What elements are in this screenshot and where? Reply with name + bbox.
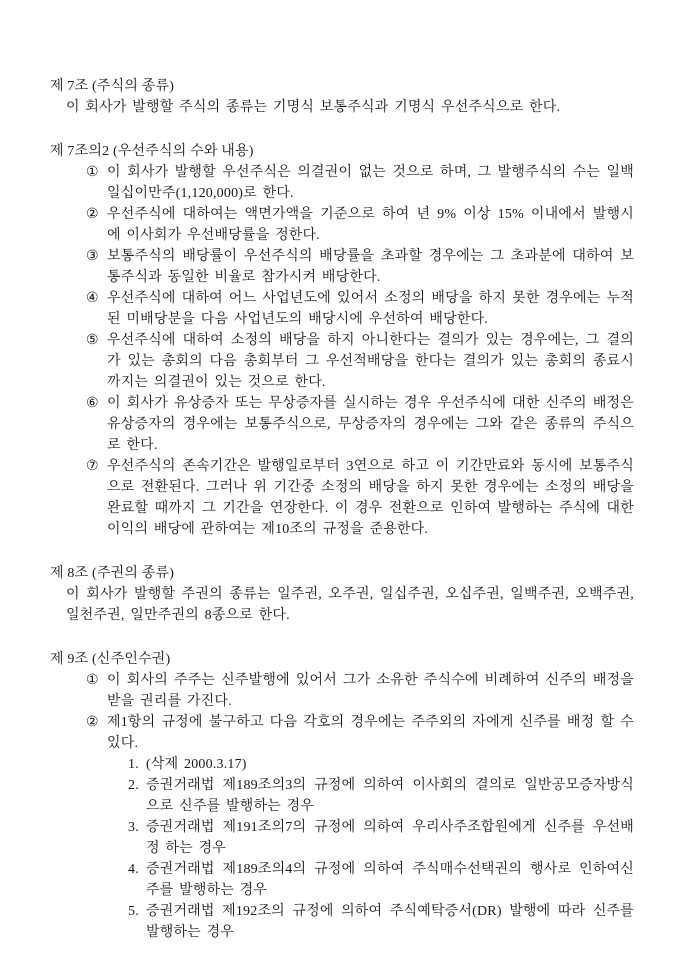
clause-text: 증권거래법 제191조의7의 규정에 의하여 우리사주조합원에게 신주를 우선배정 하는 경우 <box>146 820 634 856</box>
clause-marker: 4. <box>128 862 139 877</box>
numbered-clause <box>50 393 634 456</box>
clause-marker: ⑥ <box>86 396 99 411</box>
article <box>50 563 634 626</box>
clause-text: 이 회사가 발행할 우선주식은 의결권이 없는 것으로 하며, 그 발행주식의 수는 일백일십이만주(1,120,000)로 한다. <box>107 165 634 201</box>
clause-text: 우선주식에 대하여 어느 사업년도에 있어서 소정의 배당을 하지 못한 경우에는 누적된 미배당분을 다음 사업년도의 배당시에 우선하여 배당한다. <box>107 291 634 327</box>
numbered-clause <box>50 162 634 204</box>
numbered-clause <box>50 456 634 540</box>
article <box>50 76 634 118</box>
numbered-clause <box>50 204 634 246</box>
sub-clause <box>50 817 634 859</box>
clause-text: 이 회사가 유상증자 또는 무상증자를 실시하는 경우 우선주식에 대한 신주의 배정은 유상증자의 경우에는 보통주식으로, 무상증자의 경우에는 그와 같은 종류의 주식으로 한다. <box>107 396 634 453</box>
clause-marker: ⑦ <box>86 459 99 474</box>
clause-marker: 3. <box>128 820 139 835</box>
numbered-clause <box>50 330 634 393</box>
numbered-clause <box>50 712 634 754</box>
sub-clause <box>50 754 634 775</box>
clause-text: 증권거래법 제189조의3의 규정에 의하여 이사회의 결의로 일반공모증자방식 으로 신주를 발행하는 경우 <box>146 778 634 814</box>
clause-marker: ④ <box>86 291 99 306</box>
numbered-clause <box>50 246 634 288</box>
clause-text: 우선주식에 대하여 소정의 배당을 하지 아니한다는 결의가 있는 경우에는, 그 결의가 있는 총회의 다음 총회부터 그 우선적배당을 한다는 결의가 있는 총회의 종료시까지는 의결권이 있는 것으로 한다. <box>107 333 634 390</box>
clause-text: 보통주식의 배당률이 우선주식의 배당률을 초과할 경우에는 그 초과분에 대하여 보통주식과 동일한 비율로 참가시켜 배당한다. <box>107 249 634 285</box>
articles-container <box>50 76 634 943</box>
clause-marker: ② <box>86 207 99 222</box>
clause-text: (삭제 2000.3.17) <box>146 757 247 772</box>
clause-marker: 2. <box>128 778 139 793</box>
clause-text: 제1항의 규정에 불구하고 다음 각호의 경우에는 주주외의 자에게 신주를 배정 할 수 있다. <box>107 715 634 751</box>
article-heading: 제 7조의2 (우선주식의 수와 내용) <box>50 144 254 159</box>
sub-clause <box>50 901 634 943</box>
clause-text: 증권거래법 제192조의 규정에 의하여 주식예탁증서(DR) 발행에 따라 신주를 발행하는 경우 <box>146 904 634 940</box>
article-heading: 제 8조 (주권의 종류) <box>50 566 175 581</box>
article <box>50 649 634 943</box>
clause-marker: ① <box>86 165 99 180</box>
article-paragraph: 이 회사가 발행할 주식의 종류는 기명식 보통주식과 기명식 우선주식으로 한다. <box>66 100 561 115</box>
numbered-clause <box>50 288 634 330</box>
clause-text: 우선주식에 대하여는 액면가액을 기준으로 하여 년 9% 이상 15% 이내에서 발행시에 이사회가 우선배당률을 정한다. <box>107 207 634 243</box>
article-heading: 제 9조 (신주인수권) <box>50 652 171 667</box>
clause-marker: ① <box>86 673 99 688</box>
clause-marker: ② <box>86 715 99 730</box>
numbered-clause <box>50 670 634 712</box>
article-paragraph: 이 회사가 발행할 주권의 종류는 일주권, 오주권, 일십주권, 오십주권, 일백주권, 오백주권, 일천주권, 일만주권의 8종으로 한다. <box>66 587 634 623</box>
article-heading: 제 7조 (주식의 종류) <box>50 79 175 94</box>
clause-marker: ③ <box>86 249 99 264</box>
sub-clause <box>50 859 634 901</box>
sub-clause <box>50 775 634 817</box>
clause-marker: 5. <box>128 904 139 919</box>
clause-marker: ⑤ <box>86 333 99 348</box>
clause-marker: 1. <box>128 757 139 772</box>
article <box>50 141 634 540</box>
clause-text: 이 회사의 주주는 신주발행에 있어서 그가 소유한 주식수에 비례하여 신주의 배정을 받을 권리를 가진다. <box>107 673 634 709</box>
clause-text: 우선주식의 존속기간은 발행일로부터 3연으로 하고 이 기간만료와 동시에 보통주식으로 전환된다. 그러나 위 기간중 소정의 배당을 하지 못한 경우에는 소정의 배당을 완료할 때까지 그 기간을 연장한다. 이 경우 전환으로 인하여 발행하는 주식에 대한 이익의 배당에 관하여는 제10조의 규정을 준용한다. <box>107 459 634 537</box>
clause-text: 증권거래법 제189조의4의 규정에 의하여 주식매수선택권의 행사로 인하여신주를 발행하는 경우 <box>146 862 634 898</box>
